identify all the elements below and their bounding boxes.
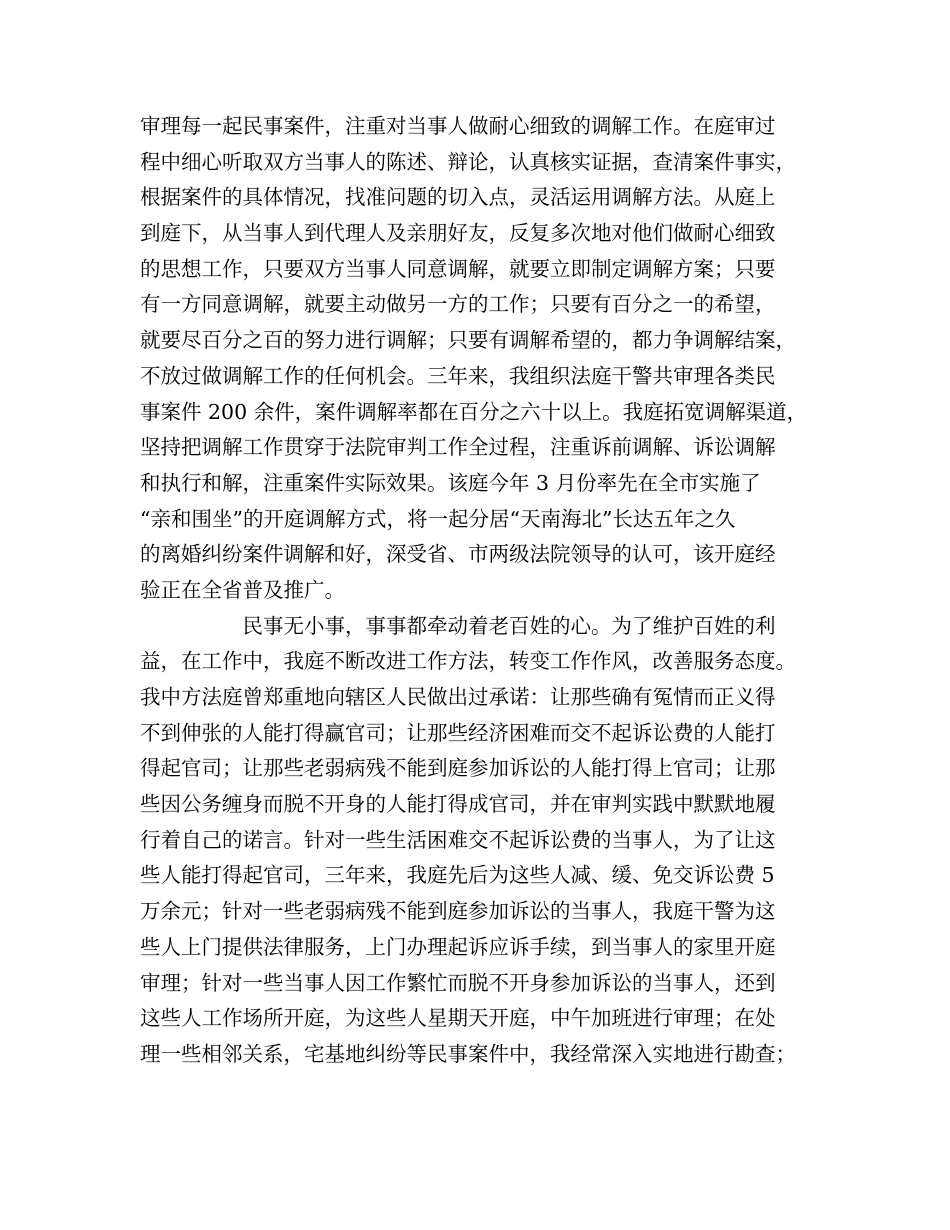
text-line: 和执行和解，注重案件实际效果。该庭今年 3 月份率先在全市实施了 xyxy=(140,470,761,495)
text-line: 审理每一起民事案件，注重对当事人做耐心细致的调解工作。在庭审过 xyxy=(140,114,776,138)
text-line: 我中方法庭曾郑重地向辖区人民做出过承诺：让那些确有冤情而正义得 xyxy=(140,685,776,709)
text-line: 不放过做调解工作的任何机会。三年来，我组织法庭干警共审理各类民 xyxy=(140,363,776,388)
text-line: 行着自己的诺言。针对一些生活困难交不起诉讼费的当事人，为了让这 xyxy=(140,827,776,852)
text-line: 审理；针对一些当事人因工作繁忙而脱不开身参加诉讼的当事人，还到 xyxy=(140,970,776,995)
text-line: 民事无小事，事事都牵动着老百姓的心。为了维护百姓的利 xyxy=(140,613,776,638)
text-line: 不到伸张的人能打得赢官司；让那些经济困难而交不起诉讼费的人能打 xyxy=(140,720,776,745)
text-line: 这些人工作场所开庭，为这些人星期天开庭，中午加班进行审理；在处 xyxy=(140,1006,776,1031)
text-line: 程中细心听取双方当事人的陈述、辩论，认真核实证据，查清案件事实， xyxy=(140,149,796,174)
text-line: 些人上门提供法律服务，上门办理起诉应诉手续，到当事人的家里开庭 xyxy=(140,934,776,959)
text-line: 到庭下，从当事人到代理人及亲朋好友，反复多次地对他们做耐心细致 xyxy=(140,221,776,246)
text-line: 得起官司；让那些老弱病残不能到庭参加诉讼的人能打得上官司；让那 xyxy=(140,756,776,781)
text-line: 有一方同意调解，就要主动做另一方的工作；只要有百分之一的希望， xyxy=(140,292,776,317)
text-line: 些人能打得起官司，三年来，我庭先后为这些人减、缓、免交诉讼费 5 xyxy=(140,863,775,888)
text-line: 的离婚纠纷案件调解和好，深受省、市两级法院领导的认可，该开庭经 xyxy=(140,542,776,567)
body-text xyxy=(140,109,840,1073)
text-line: 根据案件的具体情况，找准问题的切入点，灵活运用调解方法。从庭上 xyxy=(140,185,776,210)
text-line: 理一些相邻关系，宅基地纠纷等民事案件中，我经常深入实地进行勘查； xyxy=(140,1041,796,1066)
text-line: 坚持把调解工作贯穿于法院审判工作全过程，注重诉前调解、诉讼调解 xyxy=(140,435,776,460)
text-line: 事案件 200 余件，案件调解率都在百分之六十以上。我庭拓宽调解渠道， xyxy=(140,399,808,424)
text-line: 的思想工作，只要双方当事人同意调解，就要立即制定调解方案；只要 xyxy=(140,256,776,281)
text-line: 就要尽百分之百的努力进行调解；只要有调解希望的，都力争调解结案， xyxy=(140,328,796,353)
text-line: 万余元；针对一些老弱病残不能到庭参加诉讼的当事人，我庭干警为这 xyxy=(140,899,776,924)
text-line: 验正在全省普及推广。 xyxy=(140,577,345,602)
text-line: 益，在工作中，我庭不断改进工作方法，转变工作作风，改善服务态度。 xyxy=(140,649,796,674)
text-line: “亲和围坐”的开庭调解方式，将一起分居“天南海北”长达五年之久 xyxy=(140,506,736,531)
text-line: 些因公务缠身而脱不开身的人能打得成官司，并在审判实践中默默地履 xyxy=(140,792,776,817)
